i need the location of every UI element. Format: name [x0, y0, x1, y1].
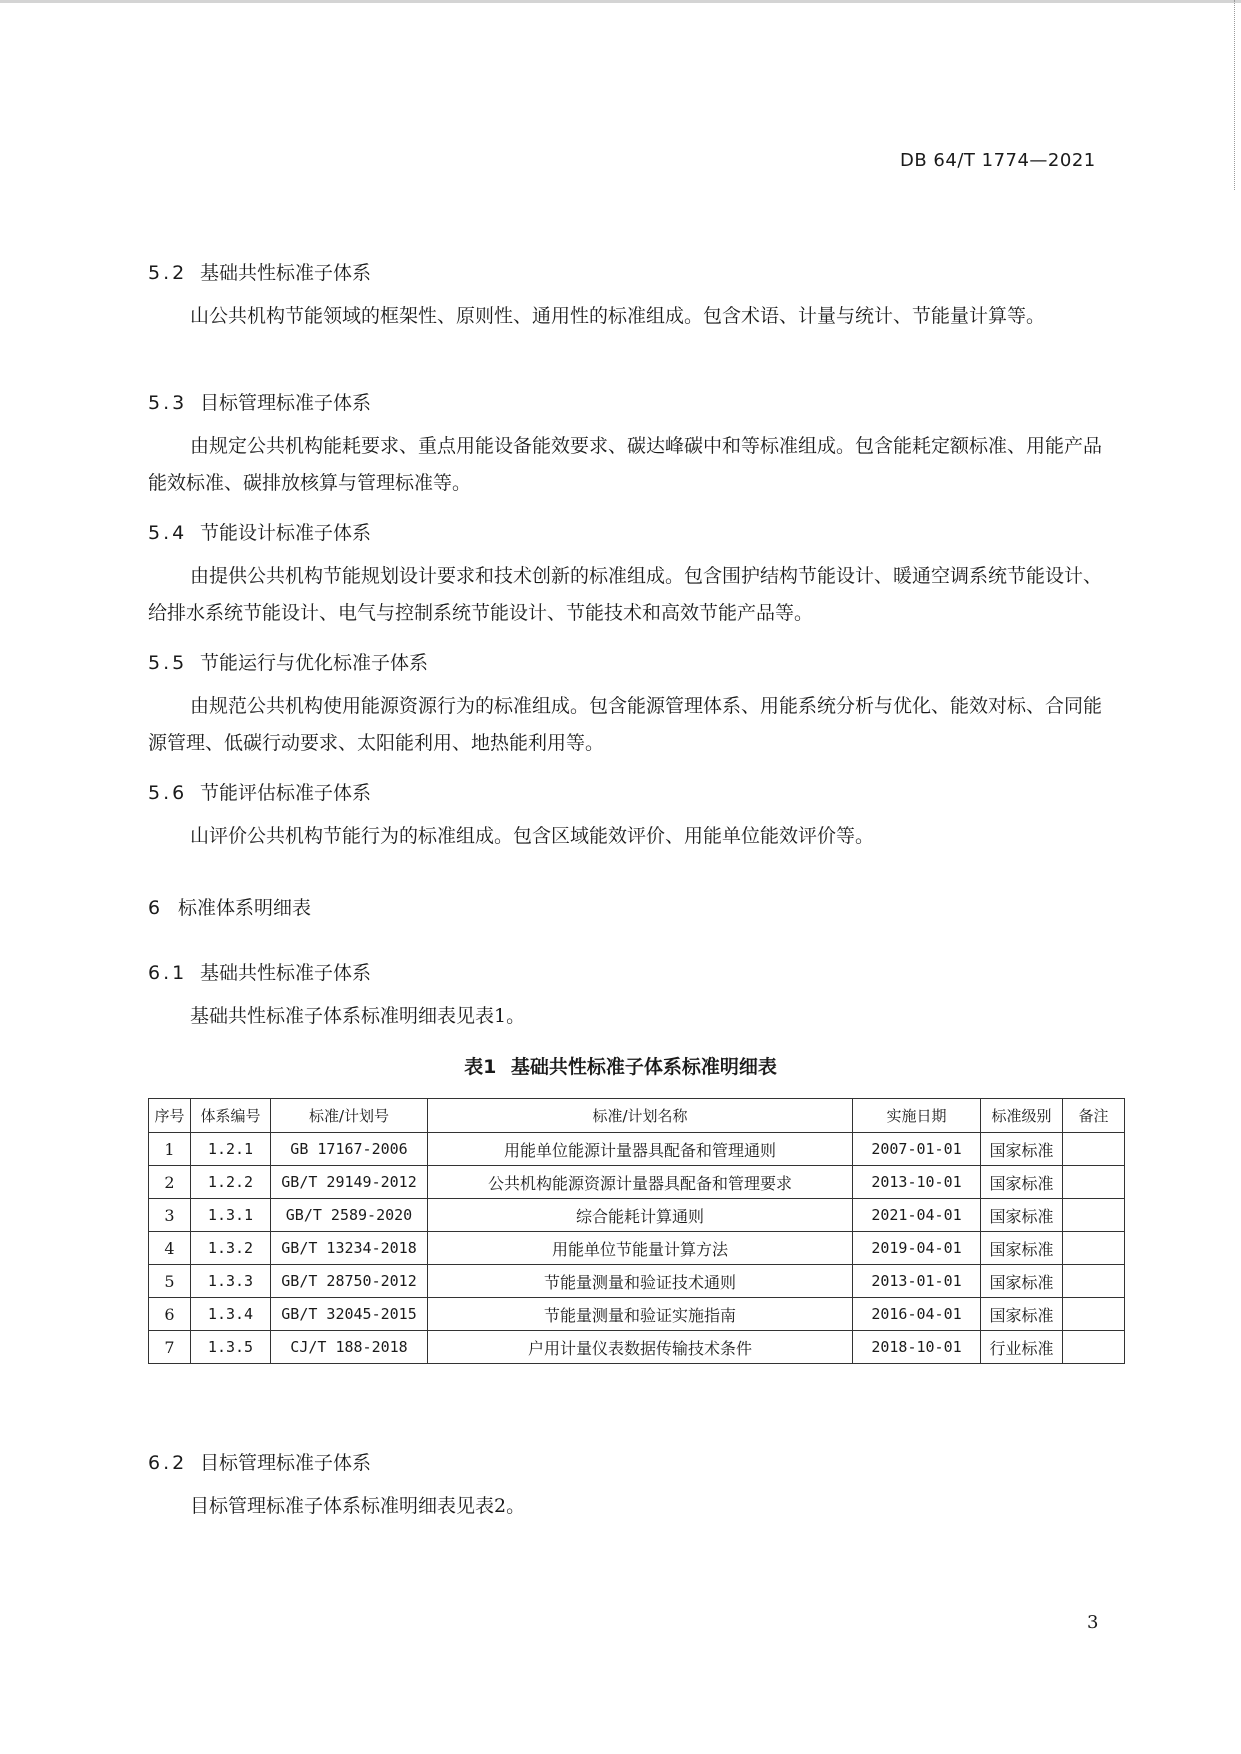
- section-number: 5.5: [148, 652, 188, 674]
- cell-standard-level: 国家标准: [981, 1265, 1063, 1298]
- chapter-number: 6: [148, 897, 161, 919]
- table-row: [149, 1298, 1125, 1331]
- section-paragraph-5-5: 由规范公共机构使用能源资源行为的标准组成。包含能源管理体系、用能系统分析与优化、能效对标、合同能源管理、低碳行动要求、太阳能利用、地热能利用等。: [148, 695, 1103, 754]
- section-heading-6-2: [148, 1448, 371, 1475]
- cell-standard-name: 节能量测量和验证技术通则: [428, 1265, 853, 1298]
- cell-effective-date: 2018-10-01: [853, 1331, 981, 1364]
- section-title: 目标管理标准子体系: [200, 392, 372, 414]
- cell-system-code: 1.3.4: [191, 1298, 271, 1331]
- cell-serial: 2: [149, 1166, 191, 1199]
- section-paragraph-5-3: 由规定公共机构能耗要求、重点用能设备能效要求、碳达峰碳中和等标准组成。包含能耗定额标准、用能产品能效标准、碳排放核算与管理标准等。: [148, 435, 1103, 494]
- section-title: 节能运行与优化标准子体系: [200, 652, 429, 674]
- section-number: 5.2: [148, 262, 188, 284]
- section-title: 基础共性标准子体系: [200, 962, 372, 984]
- page-number: 3: [1087, 1612, 1099, 1633]
- cell-system-code: 1.3.2: [191, 1232, 271, 1265]
- section-heading-5-3: [148, 388, 371, 415]
- document-code: DB 64/T 1774—2021: [900, 150, 1096, 171]
- col-header-serial: 序号: [149, 1099, 191, 1133]
- table-row: [149, 1199, 1125, 1232]
- cell-remarks: [1063, 1331, 1125, 1364]
- cell-standard-level: 国家标准: [981, 1133, 1063, 1166]
- section-paragraph-5-6: 山评价公共机构节能行为的标准组成。包含区域能效评价、用能单位能效评价等。: [190, 825, 875, 847]
- cell-remarks: [1063, 1199, 1125, 1232]
- section-number: 5.4: [148, 522, 188, 544]
- cell-standard-level: 国家标准: [981, 1199, 1063, 1232]
- cell-remarks: [1063, 1265, 1125, 1298]
- section-number: 6.2: [148, 1452, 188, 1474]
- col-header-effective-date: 实施日期: [853, 1099, 981, 1133]
- cell-remarks: [1063, 1133, 1125, 1166]
- col-header-remarks: 备注: [1063, 1099, 1125, 1133]
- cell-system-code: 1.3.5: [191, 1331, 271, 1364]
- table-row: [149, 1331, 1125, 1364]
- section-paragraph-5-2: 山公共机构节能领域的框架性、原则性、通用性的标准组成。包含术语、计量与统计、节能量计算等。: [190, 305, 1046, 327]
- cell-standard-number: GB/T 28750-2012: [271, 1265, 428, 1298]
- scan-right-edge: [1234, 0, 1237, 190]
- section-paragraph-6-2: 目标管理标准子体系标准明细表见表2。: [190, 1495, 526, 1517]
- section-paragraph-6-1: 基础共性标准子体系标准明细表见表1。: [190, 1005, 526, 1027]
- cell-standard-level: 国家标准: [981, 1232, 1063, 1265]
- section-title: 节能评估标准子体系: [200, 782, 372, 804]
- section-title: 目标管理标准子体系: [200, 1452, 372, 1474]
- section-title: 节能设计标准子体系: [200, 522, 372, 544]
- cell-standard-number: CJ/T 188-2018: [271, 1331, 428, 1364]
- section-heading-5-2: [148, 258, 371, 285]
- section-number: 6.1: [148, 962, 188, 984]
- section-heading-5-5: [148, 648, 428, 675]
- cell-system-code: 1.3.1: [191, 1199, 271, 1232]
- cell-effective-date: 2021-04-01: [853, 1199, 981, 1232]
- cell-standard-number: GB/T 13234-2018: [271, 1232, 428, 1265]
- table-row: [149, 1166, 1125, 1199]
- scan-top-edge: [0, 0, 1241, 3]
- standards-table: [148, 1098, 1125, 1364]
- cell-standard-name: 综合能耗计算通则: [428, 1199, 853, 1232]
- section-paragraph-5-4: 由提供公共机构节能规划设计要求和技术创新的标准组成。包含围护结构节能设计、暖通空调系统节能设计、给排水系统节能设计、电气与控制系统节能设计、节能技术和高效节能产品等。: [148, 565, 1103, 624]
- section-number: 5.6: [148, 782, 188, 804]
- table-row: [149, 1232, 1125, 1265]
- section-heading-5-6: [148, 778, 371, 805]
- section-heading-5-4: [148, 518, 371, 545]
- section-number: 5.3: [148, 392, 188, 414]
- cell-standard-number: GB 17167-2006: [271, 1133, 428, 1166]
- section-title: 基础共性标准子体系: [200, 262, 372, 284]
- table-row: [149, 1133, 1125, 1166]
- cell-serial: 5: [149, 1265, 191, 1298]
- table-header-row: [149, 1099, 1125, 1133]
- cell-effective-date: 2019-04-01: [853, 1232, 981, 1265]
- cell-serial: 1: [149, 1133, 191, 1166]
- chapter-title: 标准体系明细表: [178, 897, 312, 919]
- cell-effective-date: 2013-10-01: [853, 1166, 981, 1199]
- cell-system-code: 1.2.1: [191, 1133, 271, 1166]
- cell-standard-level: 国家标准: [981, 1166, 1063, 1199]
- cell-standard-level: 行业标准: [981, 1331, 1063, 1364]
- cell-remarks: [1063, 1166, 1125, 1199]
- section-heading-6-1: [148, 958, 371, 985]
- cell-standard-name: 公共机构能源资源计量器具配备和管理要求: [428, 1166, 853, 1199]
- cell-standard-number: GB/T 29149-2012: [271, 1166, 428, 1199]
- cell-standard-level: 国家标准: [981, 1298, 1063, 1331]
- cell-serial: 7: [149, 1331, 191, 1364]
- cell-standard-name: 用能单位能源计量器具配备和管理通则: [428, 1133, 853, 1166]
- chapter-heading-6: [148, 893, 311, 920]
- cell-serial: 4: [149, 1232, 191, 1265]
- cell-effective-date: 2016-04-01: [853, 1298, 981, 1331]
- table-caption-title: 基础共性标准子体系标准明细表: [510, 1056, 777, 1078]
- cell-effective-date: 2007-01-01: [853, 1133, 981, 1166]
- cell-standard-number: GB/T 2589-2020: [271, 1199, 428, 1232]
- table-caption: [0, 1052, 1241, 1079]
- table-row: [149, 1265, 1125, 1298]
- col-header-standard-name: 标准/计划名称: [428, 1099, 853, 1133]
- cell-serial: 3: [149, 1199, 191, 1232]
- col-header-standard-level: 标准级别: [981, 1099, 1063, 1133]
- cell-system-code: 1.2.2: [191, 1166, 271, 1199]
- cell-standard-name: 用能单位节能量计算方法: [428, 1232, 853, 1265]
- cell-system-code: 1.3.3: [191, 1265, 271, 1298]
- cell-serial: 6: [149, 1298, 191, 1331]
- cell-standard-name: 户用计量仪表数据传输技术条件: [428, 1331, 853, 1364]
- cell-standard-name: 节能量测量和验证实施指南: [428, 1298, 853, 1331]
- table-caption-number: 表1: [464, 1056, 497, 1078]
- cell-remarks: [1063, 1232, 1125, 1265]
- cell-remarks: [1063, 1298, 1125, 1331]
- col-header-system-code: 体系编号: [191, 1099, 271, 1133]
- cell-effective-date: 2013-01-01: [853, 1265, 981, 1298]
- col-header-standard-number: 标准/计划号: [271, 1099, 428, 1133]
- cell-standard-number: GB/T 32045-2015: [271, 1298, 428, 1331]
